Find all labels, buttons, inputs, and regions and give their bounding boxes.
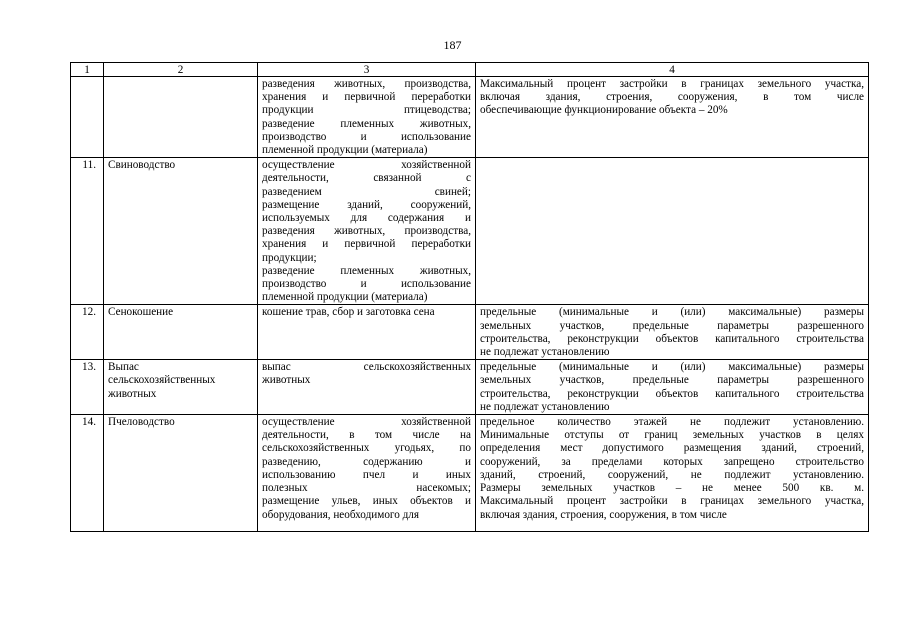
land-use-name-cell <box>104 360 258 415</box>
text-line: Максимальный процент застройки в границах земельного участка, <box>480 78 864 90</box>
text-line: разведению, содержанию и <box>262 455 471 468</box>
table-row <box>71 158 869 305</box>
text-line: разведение племенных животных, <box>262 264 471 277</box>
text-line: осуществление хозяйственной <box>262 416 471 429</box>
text-line: предельные (минимальные и (или) максимальные) размеры <box>480 306 864 319</box>
text-line: не подлежат установлению <box>480 346 610 359</box>
text-line: предельные (минимальные и (или) максимальные) размеры <box>480 361 864 374</box>
table-header-row <box>71 63 869 77</box>
construction-parameters-cell <box>476 158 869 305</box>
text-line: сельскохозяйственных <box>108 374 216 387</box>
text-line: размещение ульев, иных объектов и <box>262 495 471 508</box>
construction-parameters-cell <box>476 415 869 532</box>
text-line: Выпас <box>108 361 139 374</box>
text-line: Размеры земельных участков – не менее 500 кв. м. <box>480 482 864 495</box>
row-number: 14. <box>71 415 104 532</box>
table-row <box>71 77 869 158</box>
text-line: выпас сельскохозяйственных <box>262 361 471 374</box>
text-line: Пчеловодство <box>108 416 175 429</box>
text-line: Максимальный процент застройки в границах земельного участка, <box>480 495 864 508</box>
text-line: деятельности, в том числе на <box>262 429 471 442</box>
table-row <box>71 360 869 415</box>
text-line: племенной продукции (материала) <box>262 144 428 157</box>
land-use-description-cell <box>258 305 476 360</box>
row-number: 12. <box>71 305 104 360</box>
text-line: сооружений, за пределами которых запрещено строительство <box>480 455 864 468</box>
text-line: используемых для содержания и <box>262 212 471 225</box>
land-use-description-cell <box>258 360 476 415</box>
text-line: разведение племенных животных, <box>262 117 471 130</box>
text-line: использованию пчел и иных <box>262 468 471 481</box>
column-number-1: 1 <box>71 63 104 77</box>
text-line: включая здания, строения, сооружения, в том числе <box>480 508 727 521</box>
row-number <box>71 77 104 158</box>
land-use-name-cell <box>104 305 258 360</box>
text-line: производство и использование <box>262 130 471 143</box>
construction-parameters-cell <box>476 77 869 158</box>
row-number: 13. <box>71 360 104 415</box>
text-line: разведения животных, производства, <box>262 78 471 90</box>
construction-parameters-cell <box>476 305 869 360</box>
text-line: строительства, реконструкции объектов капитального строительства <box>480 332 864 345</box>
column-number-3: 3 <box>258 63 476 77</box>
text-line: разведением свиней; <box>262 185 471 198</box>
text-line: продукции; <box>262 251 317 264</box>
text-line: предельное количество этажей не подлежит установлению. <box>480 416 864 429</box>
text-line: кошение трав, сбор и заготовка сена <box>262 306 435 319</box>
land-use-description-cell <box>258 77 476 158</box>
text-line: производство и использование <box>262 278 471 291</box>
text-line: оборудования, необходимого для <box>262 508 420 521</box>
text-line: земельных участков, предельные параметры разрешенного <box>480 319 864 332</box>
text-line: хранения и первичной переработки <box>262 91 471 104</box>
land-use-name-cell <box>104 158 258 305</box>
table-row <box>71 415 869 532</box>
text-line: сельскохозяйственных угодьях, по <box>262 442 471 455</box>
construction-parameters-cell <box>476 360 869 415</box>
land-use-description-cell <box>258 158 476 305</box>
text-line: зданий, строений, сооружений, не подлежит установлению. <box>480 468 864 481</box>
text-line: определения мест допустимого размещения зданий, строений, <box>480 442 864 455</box>
land-use-name-cell <box>104 77 258 158</box>
text-line: животных <box>262 374 311 387</box>
text-line: Свиноводство <box>108 159 176 172</box>
text-line: размещение зданий, сооружений, <box>262 198 471 211</box>
page-number: 187 <box>443 38 462 52</box>
text-line: деятельности, связанной с <box>262 172 471 185</box>
land-use-description-cell <box>258 415 476 532</box>
text-line: не подлежат установлению <box>480 400 610 413</box>
text-line: строительства, реконструкции объектов капитального строительства <box>480 387 864 400</box>
table-row <box>71 305 869 360</box>
text-line: хранения и первичной переработки <box>262 238 471 251</box>
text-line: осуществление хозяйственной <box>262 159 471 172</box>
text-line: Минимальные отступы от границ земельных участков в целях <box>480 429 864 442</box>
text-line: животных <box>108 387 157 400</box>
text-line: обеспечивающие функционирование объекта – 20% <box>480 104 728 117</box>
text-line: полезных насекомых; <box>262 482 471 495</box>
column-number-4: 4 <box>476 63 869 77</box>
land-use-table <box>70 62 869 532</box>
text-line: племенной продукции (материала) <box>262 291 428 304</box>
text-line: разведения животных, производства, <box>262 225 471 238</box>
column-number-2: 2 <box>104 63 258 77</box>
text-line: Сенокошение <box>108 306 174 319</box>
text-line: продукции птицеводства; <box>262 104 471 117</box>
land-use-name-cell <box>104 415 258 532</box>
row-number: 11. <box>71 158 104 305</box>
text-line: земельных участков, предельные параметры разрешенного <box>480 374 864 387</box>
text-line: включая здания, строения, сооружения, в том числе <box>480 91 864 104</box>
